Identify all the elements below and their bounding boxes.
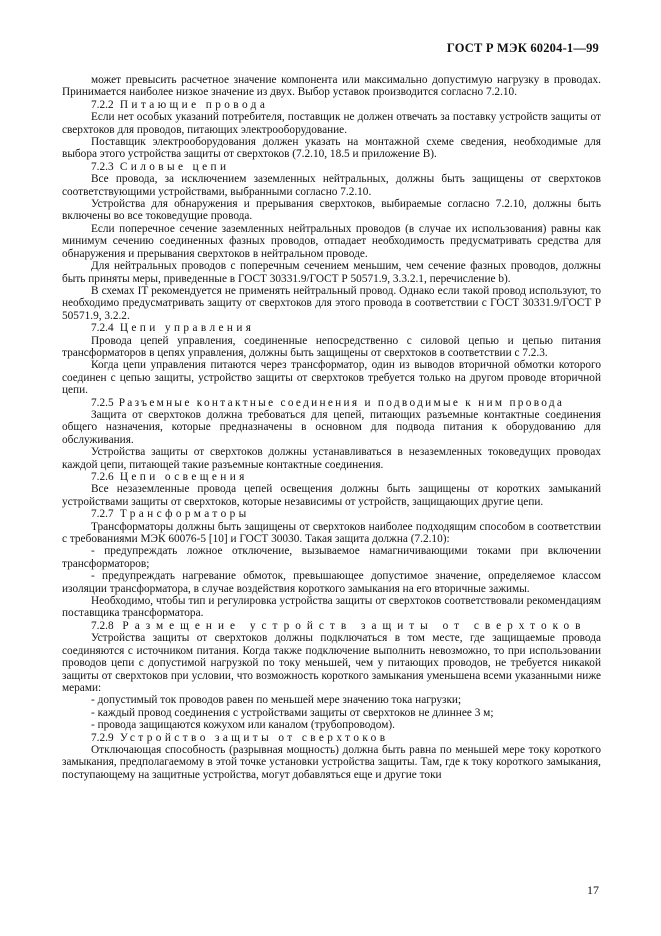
body-text — [62, 74, 601, 781]
paragraph: - предупреждать ложное отключение, вызываемое намагничивающими токами при включении трансформаторов; — [62, 545, 601, 570]
paragraph: Отключающая способность (разрывная мощность) должна быть равна по меньшей мере току короткого замыкания, предполагаемому в этой точке установки устройства защиты. Там, где к току короткого замыкания, поступающему на защитные устройства, могут добавляться еще и другие токи — [62, 743, 601, 781]
paragraph: Устройства защиты от сверхтоков должны подключаться в том месте, где защищаемые провода соединяются с источником питания. Когда также подключение выполнить невозможно, то при использовании проводов цепи с допустимой нагрузкой по току меньшей, чем у питающих проводов, не требуется никакой защиты от сверхтоков при условии, что возможность короткого замыкания уменьшена всеми указанными ниже мерами: — [62, 632, 601, 694]
paragraph: Когда цепи управления питаются через трансформатор, один из выводов вторичной обмотки которого соединен с цепью защиты, устройство защиты от сверхтоков требуется только на другом проводе вторичной цепи. — [62, 359, 601, 397]
paragraph: Защита от сверхтоков должна требоваться для цепей, питающих разъемные контактные соединения общего назначения, которые предназначены в основном для подвода питания к оборудованию для обслуживания. — [62, 408, 601, 446]
section-title: Цепи освещения — [119, 471, 248, 483]
section-number: 7.2.6 — [91, 471, 114, 483]
paragraph: Провода цепей управления, соединенные непосредственно с силовой цепью и цепью питания трансформаторов в цепях управления, должны быть защищены от сверхтоков в соответствии с 7.2.3. — [62, 334, 601, 359]
section-heading — [62, 99, 601, 111]
section-heading — [62, 161, 601, 173]
paragraph: Трансформаторы должны быть защищены от сверхтоков наиболее подходящим способом в соответствии с требованиями МЭК 60076-5 [10] и ГОСТ 30030. Такая защита должна (7.2.10): — [62, 520, 601, 546]
section-title: Разъемные контактные соединения и подводимые к ним провода — [118, 396, 565, 409]
section-title: Силовые цепи — [119, 160, 230, 173]
section-heading — [62, 508, 601, 520]
paragraph: - каждый провод соединения с устройствами защиты от сверхтоков не длиннее 3 м; — [91, 706, 494, 719]
paragraph: Для нейтральных проводов с поперечным сечением меньшим, чем сечение фазных проводов, должны быть приняты меры, приведенные в ГОСТ 30331.9/ГОСТ Р 50571.9, 3.3.2.1, перечисление b). — [62, 260, 601, 285]
section-title: Питающие провода — [119, 98, 269, 111]
section-title: Цепи управления — [119, 322, 255, 335]
section-number: 7.2.7 — [91, 508, 114, 521]
section-number: 7.2.5 — [91, 396, 114, 409]
section-title: Устройство защиты от сверхтоков — [119, 731, 389, 744]
paragraph: - предупреждать нагревание обмоток, превышающее допустимое значение, определяемое классом изоляции трансформатора, в случае воздействия короткого замыкания на его вторичные зажимы. — [62, 570, 601, 595]
paragraph: Если нет особых указаний потребителя, поставщик не должен отвечать за поставку устройств защиты от сверхтоков для проводов, питающих электрооборудование. — [62, 111, 601, 136]
paragraph: Поставщик электрооборудования должен указать на монтажной схеме сведения, необходимые для выбора этого устройства защиты от сверхтоков (7.2.10, 18.5 и приложение В). — [62, 136, 601, 161]
section-heading — [62, 322, 601, 334]
paragraph: - провода защищаются кожухом или каналом (трубопроводом). — [91, 719, 395, 732]
section-number: 7.2.3 — [91, 160, 114, 173]
paragraph: В схемах IT рекомендуется не применять нейтральный провод. Однако если такой провод используют, то необходимо предусматривать защиту от сверхтоков для этого провода в соответствии с ГОСТ 30331.9/ГОСТ Р 50571.9, 3.2.2. — [62, 284, 601, 322]
section-number: 7.2.4 — [91, 322, 114, 335]
section-title: Размещение устройств защиты от сверхтоков — [122, 619, 587, 632]
paragraph: Все провода, за исключением заземленных нейтральных, должны быть защищены от сверхтоков соответствующими устройствами, выбранными согласно 7.2.10. — [62, 173, 601, 198]
paragraph: может превысить расчетное значение компонента или максимально допустимую нагрузку в проводах. Принимается наиболее низкое значение из двух. Выбор уставок производится согласно 7.2.10. — [62, 74, 601, 99]
section-number: 7.2.9 — [91, 731, 114, 744]
section-number: 7.2.8 — [91, 619, 114, 632]
standard-header: ГОСТ Р МЭК 60204-1—99 — [446, 41, 599, 55]
section-title: Трансформаторы — [119, 508, 250, 521]
page-number: 17 — [587, 883, 599, 897]
paragraph: Устройства защиты от сверхтоков должны устанавливаться в незаземленных токоведущих проводах каждой цепи, питающей такие разъемные контактные соединения. — [62, 446, 601, 471]
paragraph: Все незаземленные провода цепей освещения должны быть защищены от коротких замыканий устройствами защиты от сверхтоков, которые независимы от устройств, защищающих другие цепи. — [62, 483, 601, 508]
paragraph: Если поперечное сечение заземленных нейтральных проводов (в случае их использования) равны как минимум сечению соединенных фазных проводов, отпадает необходимость предусматривать средства для обнаружения и прерывания сверхтоков в нейтральном проводе. — [62, 222, 601, 260]
section-heading — [62, 620, 601, 632]
section-heading — [62, 471, 601, 483]
paragraph: - допустимый ток проводов равен по меньшей мере значению тока нагрузки; — [91, 694, 462, 707]
paragraph: Необходимо, чтобы тип и регулировка устройства защиты от сверхтоков соответствовали рекомендациям поставщика трансформатора. — [62, 595, 601, 620]
section-number: 7.2.2 — [91, 98, 114, 111]
section-heading — [62, 732, 601, 744]
section-heading — [62, 397, 601, 409]
paragraph: Устройства для обнаружения и прерывания сверхтоков, выбираемые согласно 7.2.10, должны быть включены во все токоведущие провода. — [62, 198, 601, 223]
